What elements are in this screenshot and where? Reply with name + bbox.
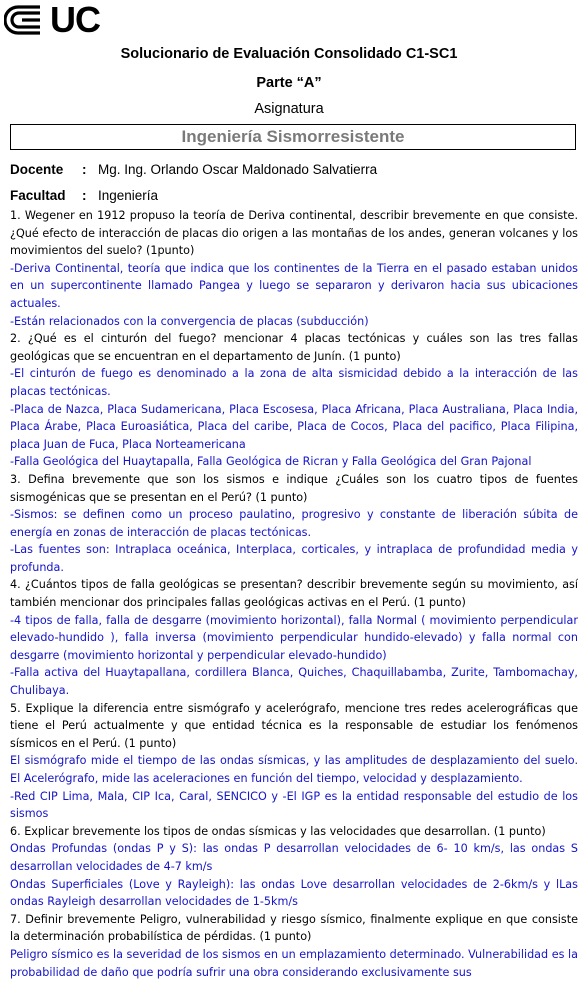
- docente-value: Mg. Ing. Orlando Oscar Maldonado Salvatierra: [98, 162, 378, 177]
- answer-paragraph: -Sismos: se definen como un proceso paulatino, progresivo y constante de liberación súbita de energía en zonas de interacción de placas tectónicas.: [10, 508, 578, 539]
- question-paragraph: 1. Wegener en 1912 propuso la teoría de Deriva continental, describir brevemente en que consiste. ¿Qué efecto de interacción de placas dio origen a las montañas de los andes, generan volcanes y los movimientos del suelo? (1punto): [10, 209, 578, 258]
- uc-logo-icon: [4, 3, 44, 37]
- question-paragraph: 5. Explique la diferencia entre sismógrafo y acelerógrafo, mencione tres redes acelerográficas que tiene el Perú actualmente y que entidad técnica es la responsable de estudiar los fenómenos sísmicos en el Perú. (1 punto): [10, 701, 578, 750]
- facultad-value: Ingeniería: [98, 188, 159, 203]
- docente-colon: :: [82, 162, 87, 177]
- answer-paragraph: -Están relacionados con la convergencia de placas (subducción): [10, 314, 369, 328]
- answer-paragraph: -Falla activa del Huaytapallana, cordillera Blanca, Quiches, Chaquillabamba, Zurite, Tambomachay, Chulibaya.: [10, 666, 578, 698]
- answer-paragraph: El sismógrafo mide el tiempo de las ondas sísmicas, y las amplitudes de desplazamiento del suelo. El Acelerógrafo, mide las aceleraciones en función del tiempo, velocidad y desplazamiento.: [10, 754, 578, 785]
- answer-paragraph: -4 tipos de falla, falla de desgarre (movimiento horizontal), falla Normal ( movimiento perpendicular elevado-hundido ), falla inversa (movimiento perpendicular hundido-elevado) y falla normal con desgarre (movimiento horizontal y perpendicular elevado-hundido): [10, 613, 578, 662]
- docente-label: Docente: [10, 162, 64, 177]
- facultad-colon: :: [82, 188, 87, 203]
- question-paragraph: 7. Definir brevemente Peligro, vulnerabilidad y riesgo sísmico, finalmente explique en que consiste la determinación probabilística de pérdidas. (1 punto): [10, 912, 578, 944]
- uc-logo: [4, 2, 100, 38]
- answer-paragraph: -Placa de Nazca, Placa Sudamericana, Placa Escosesa, Placa Africana, Placa Australiana, Placa India, Placa Árabe, Placa Euroasiática, Placa del caribe, Placa de Cocos, Placa del pacifico, Placa Filipina, placa Juan de Fuca, Placa Norteamericana: [10, 402, 578, 451]
- document-title: Solucionario de Evaluación Consolidado C1-SC1: [120, 46, 458, 62]
- answer-paragraph: Ondas Superficiales (Love y Rayleigh): las ondas Love desarrollan velocidades de 2-6km/s y lLas ondas Rayleigh desarrollan velocidades de 1-5km/s: [10, 877, 578, 909]
- question-paragraph: 4. ¿Cuántos tipos de falla geológicas se presentan? describir brevemente según su movimiento, así también mencionar dos principales fallas geológicas activas en el Perú. (1 punto): [10, 578, 578, 610]
- question-paragraph: 2. ¿Qué es el cinturón del fuego? mencionar 4 placas tectónicas y cuáles son las tres fallas geológicas que se encuentran en el departamento de Junín. (1 punto): [10, 332, 578, 363]
- docente-row: [10, 162, 377, 177]
- course-name: Ingeniería Sismorresistente: [10, 124, 576, 150]
- subject-label: Asignatura: [254, 101, 324, 117]
- answer-paragraph: -Deriva Continental, teoría que indica que los continentes de la Tierra en el pasado estaban unidos en un supercontinente llamado Pangea y luego se separaron y derivaron hacia sus ubicaciones actuales.: [10, 261, 578, 310]
- facultad-row: [10, 188, 158, 203]
- question-paragraph: 3. Defina brevemente que son los sismos e indique ¿Cuáles son los cuatro tipos de fuentes sismogénicas que se presentan en el Perú? (1 punto): [10, 472, 578, 504]
- question-paragraph: 6. Explicar brevemente los tipos de ondas sísmicas y las velocidades que desarrollan. (1 punto): [10, 824, 546, 838]
- uc-logo-text: UC: [50, 0, 100, 40]
- facultad-label: Facultad: [10, 188, 66, 203]
- answer-paragraph: -Falla Geológica del Huaytapalla, Falla Geológica de Ricran y Falla Geológica del Gran Pajonal: [10, 455, 532, 469]
- answer-paragraph: -Red CIP Lima, Mala, CIP Ica, Caral, SENCICO y -El IGP es la entidad responsable del estudio de los sismos: [10, 789, 578, 821]
- answer-paragraph: Ondas Profundas (ondas P y S): las ondas P desarrollan velocidades de 6- 10 km/s, las ondas S desarrollan velocidades de 4-7 km/s: [10, 842, 578, 873]
- answer-paragraph: Peligro sísmico es la severidad de los sismos en un emplazamiento determinado. Vulnerabilidad es la probabilidad de daño que podría sufrir una obra considerando exclusivamente sus: [10, 947, 578, 979]
- document-part: Parte “A”: [256, 75, 322, 91]
- answer-paragraph: -El cinturón de fuego es denominado a la zona de alta sismicidad debido a la interacción de las placas tectónicas.: [10, 367, 578, 398]
- document-body: [10, 207, 578, 981]
- answer-paragraph: -Las fuentes son: Intraplaca oceánica, Interplaca, corticales, y intraplaca de profundidad media y profunda.: [10, 543, 578, 574]
